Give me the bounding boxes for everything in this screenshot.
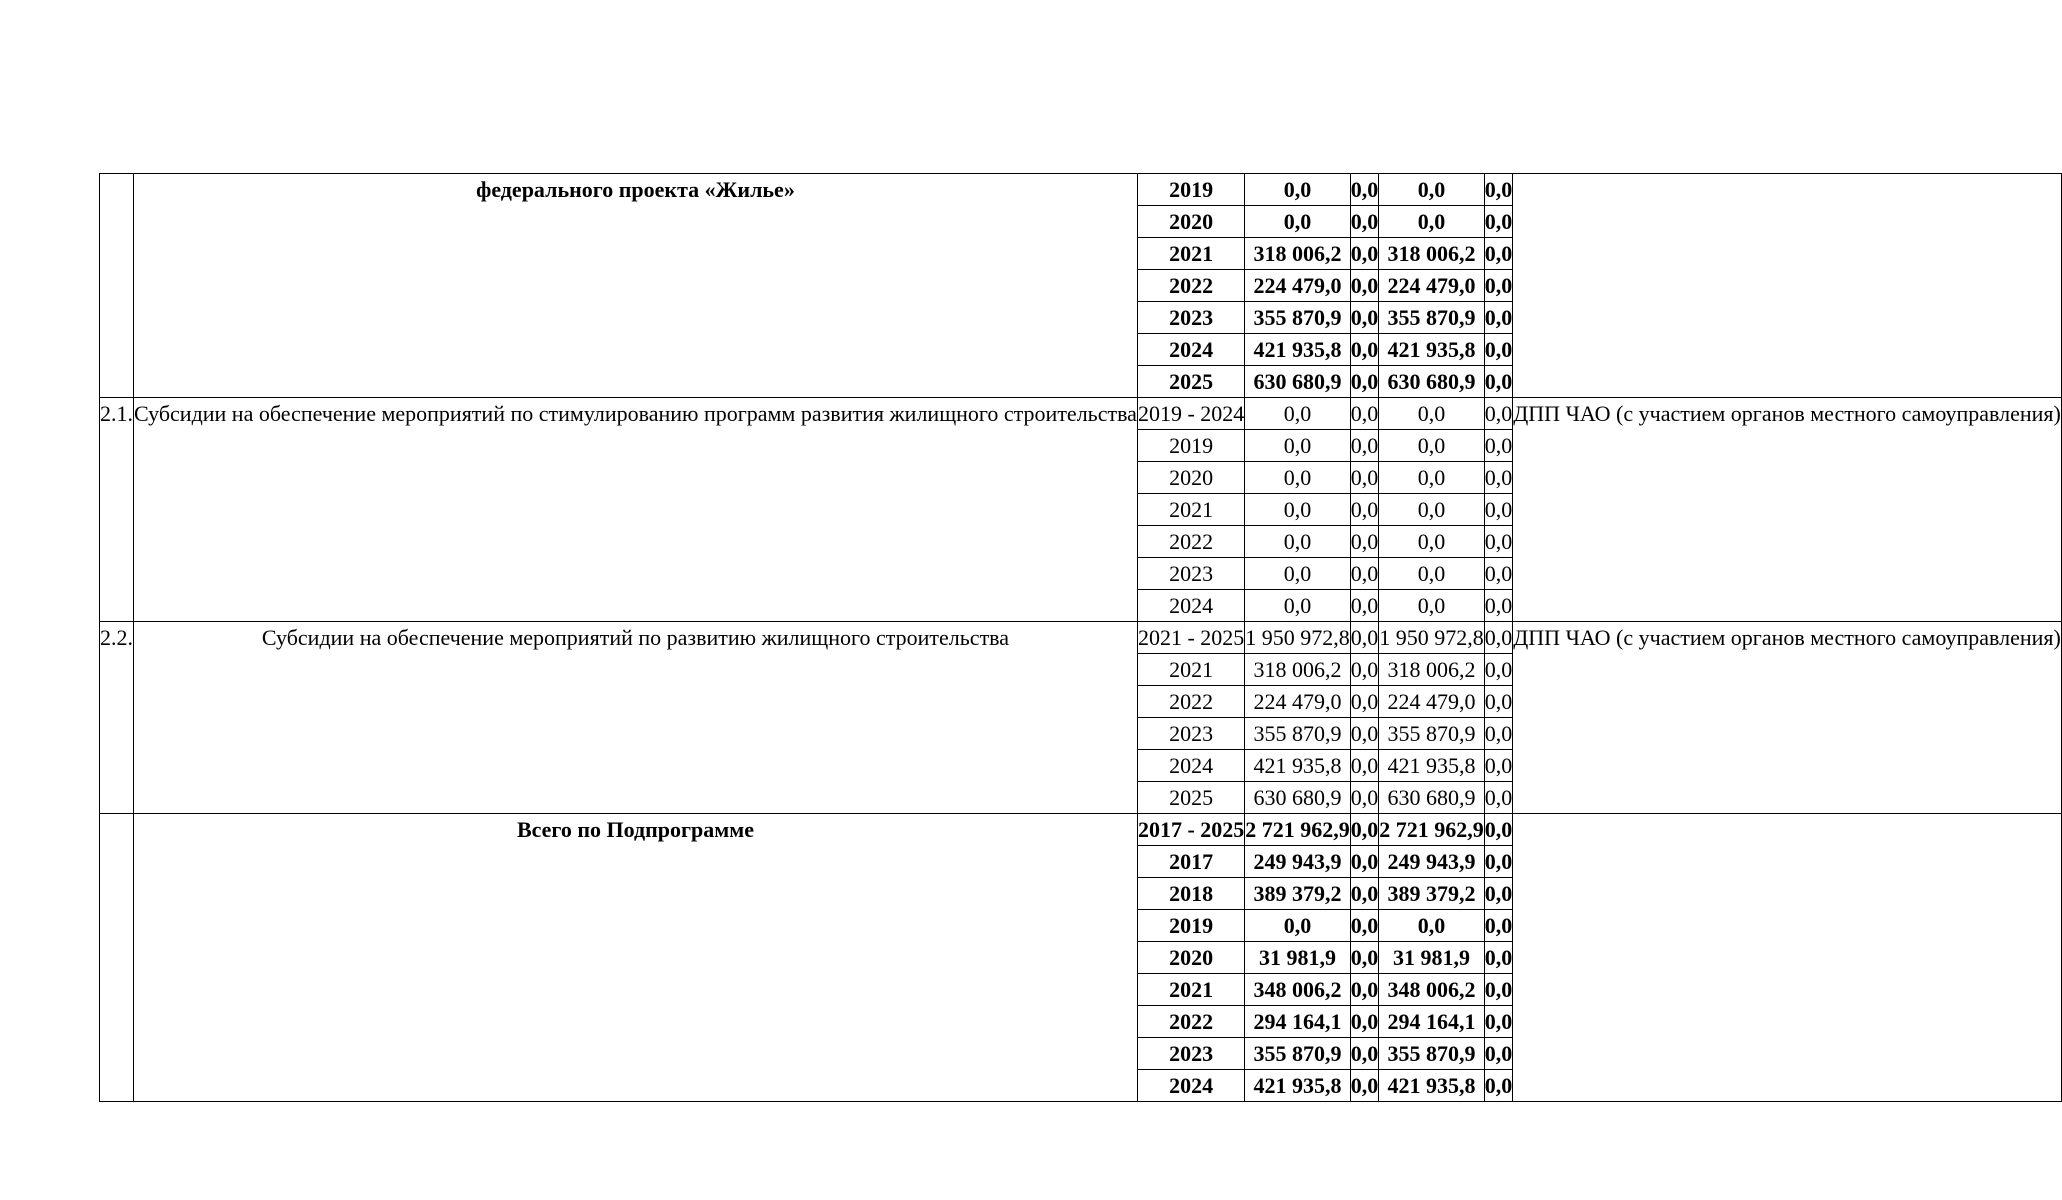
total-cell: 0,0 bbox=[1245, 430, 1351, 462]
district-budget-cell: 389 379,2 bbox=[1379, 878, 1485, 910]
federal-budget-cell: 0,0 bbox=[1350, 494, 1379, 526]
other-sources-cell: 0,0 bbox=[1484, 590, 1513, 622]
total-cell: 421 935,8 bbox=[1245, 334, 1351, 366]
federal-budget-cell: 0,0 bbox=[1350, 366, 1379, 398]
period-cell: 2019 bbox=[1137, 174, 1244, 206]
total-cell: 348 006,2 bbox=[1245, 974, 1351, 1006]
total-cell: 318 006,2 bbox=[1245, 238, 1351, 270]
period-cell: 2019 bbox=[1137, 910, 1244, 942]
period-cell: 2020 bbox=[1137, 206, 1244, 238]
other-sources-cell: 0,0 bbox=[1484, 718, 1513, 750]
other-sources-cell: 0,0 bbox=[1484, 1006, 1513, 1038]
district-budget-cell: 318 006,2 bbox=[1379, 654, 1485, 686]
federal-budget-cell: 0,0 bbox=[1350, 622, 1379, 654]
other-sources-cell: 0,0 bbox=[1484, 942, 1513, 974]
other-sources-cell: 0,0 bbox=[1484, 494, 1513, 526]
item-number bbox=[100, 814, 134, 1102]
period-cell: 2019 bbox=[1137, 430, 1244, 462]
other-sources-cell: 0,0 bbox=[1484, 398, 1513, 430]
federal-budget-cell: 0,0 bbox=[1350, 910, 1379, 942]
district-budget-cell: 0,0 bbox=[1379, 174, 1485, 206]
federal-budget-cell: 0,0 bbox=[1350, 174, 1379, 206]
executor-cell bbox=[1513, 814, 2062, 1102]
district-budget-cell: 0,0 bbox=[1379, 398, 1485, 430]
executor-cell: ДПП ЧАО (с участием органов местного самоуправления) bbox=[1513, 622, 2062, 814]
period-cell: 2023 bbox=[1137, 558, 1244, 590]
district-budget-cell: 318 006,2 bbox=[1379, 238, 1485, 270]
district-budget-cell: 31 981,9 bbox=[1379, 942, 1485, 974]
table-row bbox=[100, 174, 2062, 206]
period-cell: 2020 bbox=[1137, 942, 1244, 974]
period-cell: 2018 bbox=[1137, 878, 1244, 910]
district-budget-cell: 0,0 bbox=[1379, 494, 1485, 526]
district-budget-cell: 630 680,9 bbox=[1379, 782, 1485, 814]
total-cell: 355 870,9 bbox=[1245, 1038, 1351, 1070]
period-cell: 2021 bbox=[1137, 654, 1244, 686]
period-cell: 2024 bbox=[1137, 1070, 1244, 1102]
total-cell: 0,0 bbox=[1245, 590, 1351, 622]
period-cell: 2021 bbox=[1137, 494, 1244, 526]
district-budget-cell: 421 935,8 bbox=[1379, 1070, 1485, 1102]
district-budget-cell: 249 943,9 bbox=[1379, 846, 1485, 878]
period-cell: 2017 bbox=[1137, 846, 1244, 878]
other-sources-cell: 0,0 bbox=[1484, 878, 1513, 910]
district-budget-cell: 0,0 bbox=[1379, 590, 1485, 622]
item-number bbox=[100, 174, 134, 398]
other-sources-cell: 0,0 bbox=[1484, 302, 1513, 334]
period-cell: 2024 bbox=[1137, 334, 1244, 366]
total-cell: 1 950 972,8 bbox=[1245, 622, 1351, 654]
total-cell: 0,0 bbox=[1245, 174, 1351, 206]
item-number: 2.2. bbox=[100, 622, 134, 814]
total-cell: 294 164,1 bbox=[1245, 1006, 1351, 1038]
other-sources-cell: 0,0 bbox=[1484, 238, 1513, 270]
other-sources-cell: 0,0 bbox=[1484, 782, 1513, 814]
federal-budget-cell: 0,0 bbox=[1350, 1038, 1379, 1070]
executor-cell: ДПП ЧАО (с участием органов местного самоуправления) bbox=[1513, 398, 2062, 622]
district-budget-cell: 224 479,0 bbox=[1379, 686, 1485, 718]
total-cell: 421 935,8 bbox=[1245, 1070, 1351, 1102]
period-cell: 2022 bbox=[1137, 1006, 1244, 1038]
federal-budget-cell: 0,0 bbox=[1350, 974, 1379, 1006]
period-cell: 2023 bbox=[1137, 1038, 1244, 1070]
federal-budget-cell: 0,0 bbox=[1350, 334, 1379, 366]
period-cell: 2024 bbox=[1137, 750, 1244, 782]
district-budget-cell: 0,0 bbox=[1379, 430, 1485, 462]
period-cell: 2022 bbox=[1137, 686, 1244, 718]
period-cell: 2024 bbox=[1137, 590, 1244, 622]
total-cell: 224 479,0 bbox=[1245, 270, 1351, 302]
total-cell: 389 379,2 bbox=[1245, 878, 1351, 910]
other-sources-cell: 0,0 bbox=[1484, 686, 1513, 718]
other-sources-cell: 0,0 bbox=[1484, 526, 1513, 558]
total-cell: 355 870,9 bbox=[1245, 718, 1351, 750]
other-sources-cell: 0,0 bbox=[1484, 1038, 1513, 1070]
federal-budget-cell: 0,0 bbox=[1350, 846, 1379, 878]
federal-budget-cell: 0,0 bbox=[1350, 206, 1379, 238]
district-budget-cell: 0,0 bbox=[1379, 462, 1485, 494]
federal-budget-cell: 0,0 bbox=[1350, 270, 1379, 302]
federal-budget-cell: 0,0 bbox=[1350, 430, 1379, 462]
district-budget-cell: 0,0 bbox=[1379, 206, 1485, 238]
other-sources-cell: 0,0 bbox=[1484, 270, 1513, 302]
period-cell: 2020 bbox=[1137, 462, 1244, 494]
district-budget-cell: 1 950 972,8 bbox=[1379, 622, 1485, 654]
federal-budget-cell: 0,0 bbox=[1350, 750, 1379, 782]
item-name: Всего по Подпрограмме bbox=[134, 814, 1138, 1102]
total-cell: 224 479,0 bbox=[1245, 686, 1351, 718]
district-budget-cell: 421 935,8 bbox=[1379, 750, 1485, 782]
other-sources-cell: 0,0 bbox=[1484, 462, 1513, 494]
period-cell: 2023 bbox=[1137, 302, 1244, 334]
federal-budget-cell: 0,0 bbox=[1350, 526, 1379, 558]
district-budget-cell: 294 164,1 bbox=[1379, 1006, 1485, 1038]
district-budget-cell: 421 935,8 bbox=[1379, 334, 1485, 366]
table-row bbox=[100, 398, 2062, 430]
period-cell: 2022 bbox=[1137, 270, 1244, 302]
period-cell: 2025 bbox=[1137, 366, 1244, 398]
period-cell: 2019 - 2024 bbox=[1137, 398, 1244, 430]
other-sources-cell: 0,0 bbox=[1484, 910, 1513, 942]
other-sources-cell: 0,0 bbox=[1484, 846, 1513, 878]
district-budget-cell: 348 006,2 bbox=[1379, 974, 1485, 1006]
other-sources-cell: 0,0 bbox=[1484, 558, 1513, 590]
federal-budget-cell: 0,0 bbox=[1350, 942, 1379, 974]
other-sources-cell: 0,0 bbox=[1484, 430, 1513, 462]
federal-budget-cell: 0,0 bbox=[1350, 590, 1379, 622]
other-sources-cell: 0,0 bbox=[1484, 654, 1513, 686]
district-budget-cell: 355 870,9 bbox=[1379, 1038, 1485, 1070]
district-budget-cell: 355 870,9 bbox=[1379, 302, 1485, 334]
other-sources-cell: 0,0 bbox=[1484, 814, 1513, 846]
item-name: Субсидии на обеспечение мероприятий по стимулированию программ развития жилищного строительства bbox=[134, 398, 1138, 622]
district-budget-cell: 224 479,0 bbox=[1379, 270, 1485, 302]
table-row bbox=[100, 622, 2062, 654]
federal-budget-cell: 0,0 bbox=[1350, 398, 1379, 430]
other-sources-cell: 0,0 bbox=[1484, 750, 1513, 782]
total-cell: 421 935,8 bbox=[1245, 750, 1351, 782]
district-budget-cell: 2 721 962,9 bbox=[1379, 814, 1485, 846]
table-body bbox=[100, 174, 2062, 1102]
period-cell: 2017 - 2025 bbox=[1137, 814, 1244, 846]
federal-budget-cell: 0,0 bbox=[1350, 814, 1379, 846]
federal-budget-cell: 0,0 bbox=[1350, 782, 1379, 814]
other-sources-cell: 0,0 bbox=[1484, 622, 1513, 654]
other-sources-cell: 0,0 bbox=[1484, 366, 1513, 398]
table-row bbox=[100, 814, 2062, 846]
total-cell: 0,0 bbox=[1245, 462, 1351, 494]
item-name: Субсидии на обеспечение мероприятий по развитию жилищного строительства bbox=[134, 622, 1138, 814]
other-sources-cell: 0,0 bbox=[1484, 206, 1513, 238]
total-cell: 318 006,2 bbox=[1245, 654, 1351, 686]
federal-budget-cell: 0,0 bbox=[1350, 654, 1379, 686]
federal-budget-cell: 0,0 bbox=[1350, 302, 1379, 334]
district-budget-cell: 0,0 bbox=[1379, 910, 1485, 942]
total-cell: 0,0 bbox=[1245, 526, 1351, 558]
financing-table bbox=[99, 173, 2062, 1102]
period-cell: 2021 - 2025 bbox=[1137, 622, 1244, 654]
executor-cell bbox=[1513, 174, 2062, 398]
federal-budget-cell: 0,0 bbox=[1350, 238, 1379, 270]
federal-budget-cell: 0,0 bbox=[1350, 558, 1379, 590]
period-cell: 2025 bbox=[1137, 782, 1244, 814]
federal-budget-cell: 0,0 bbox=[1350, 1070, 1379, 1102]
period-cell: 2021 bbox=[1137, 238, 1244, 270]
total-cell: 31 981,9 bbox=[1245, 942, 1351, 974]
item-number: 2.1. bbox=[100, 398, 134, 622]
total-cell: 0,0 bbox=[1245, 398, 1351, 430]
district-budget-cell: 0,0 bbox=[1379, 526, 1485, 558]
item-name: федерального проекта «Жилье» bbox=[134, 174, 1138, 398]
federal-budget-cell: 0,0 bbox=[1350, 1006, 1379, 1038]
total-cell: 0,0 bbox=[1245, 206, 1351, 238]
total-cell: 0,0 bbox=[1245, 558, 1351, 590]
district-budget-cell: 355 870,9 bbox=[1379, 718, 1485, 750]
district-budget-cell: 630 680,9 bbox=[1379, 366, 1485, 398]
total-cell: 2 721 962,9 bbox=[1245, 814, 1351, 846]
other-sources-cell: 0,0 bbox=[1484, 174, 1513, 206]
period-cell: 2021 bbox=[1137, 974, 1244, 1006]
total-cell: 0,0 bbox=[1245, 910, 1351, 942]
total-cell: 630 680,9 bbox=[1245, 782, 1351, 814]
period-cell: 2022 bbox=[1137, 526, 1244, 558]
district-budget-cell: 0,0 bbox=[1379, 558, 1485, 590]
other-sources-cell: 0,0 bbox=[1484, 334, 1513, 366]
total-cell: 249 943,9 bbox=[1245, 846, 1351, 878]
total-cell: 630 680,9 bbox=[1245, 366, 1351, 398]
other-sources-cell: 0,0 bbox=[1484, 974, 1513, 1006]
other-sources-cell: 0,0 bbox=[1484, 1070, 1513, 1102]
federal-budget-cell: 0,0 bbox=[1350, 462, 1379, 494]
federal-budget-cell: 0,0 bbox=[1350, 718, 1379, 750]
federal-budget-cell: 0,0 bbox=[1350, 686, 1379, 718]
period-cell: 2023 bbox=[1137, 718, 1244, 750]
total-cell: 0,0 bbox=[1245, 494, 1351, 526]
total-cell: 355 870,9 bbox=[1245, 302, 1351, 334]
federal-budget-cell: 0,0 bbox=[1350, 878, 1379, 910]
